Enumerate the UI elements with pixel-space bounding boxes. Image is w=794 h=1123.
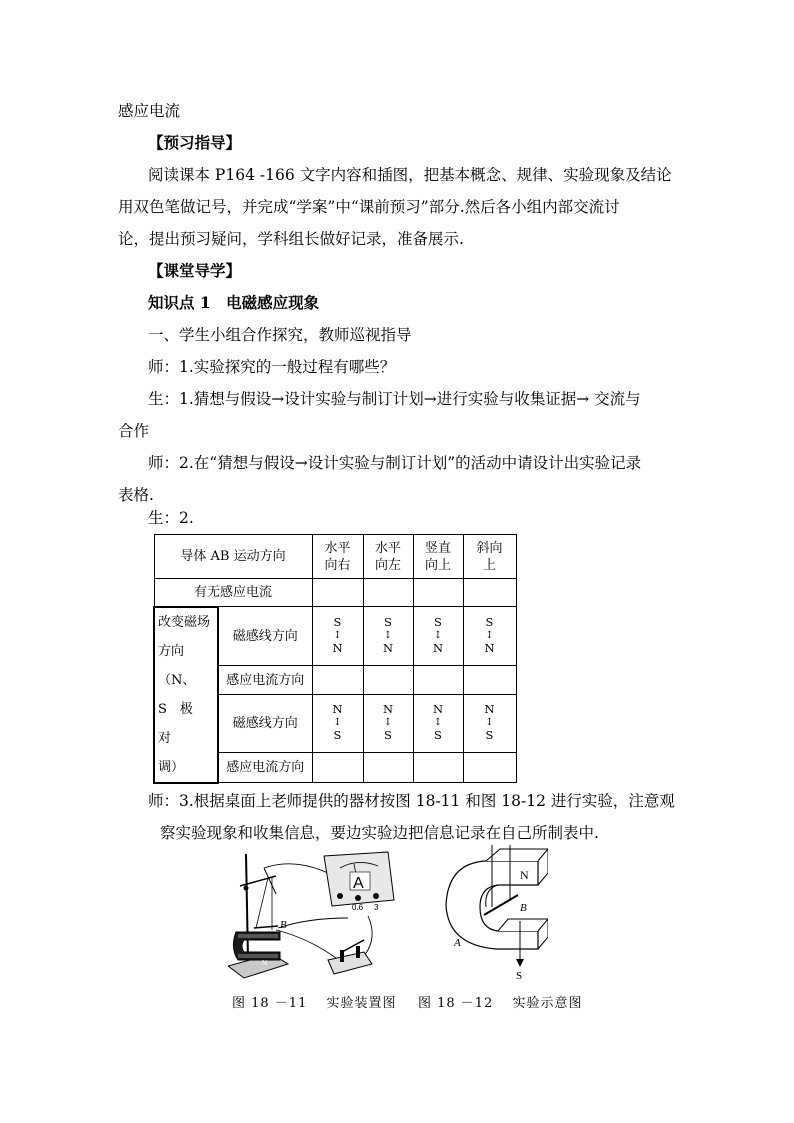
row-label-field-dir: 磁感线方向 bbox=[218, 694, 312, 752]
stand-arm bbox=[264, 868, 276, 894]
text-line: 师：2.在“猜想与假设→设计实验与制订计划”的活动中请设计出实验记录 bbox=[148, 454, 642, 472]
text-line: 师：3.根据桌面上老师提供的器材按图 18-11 和图 18-12 进行实验，注意观 bbox=[148, 792, 675, 810]
hanging-wire bbox=[256, 878, 268, 928]
terminal-label: − bbox=[338, 901, 343, 910]
text-line: 生：1.猜想与假设→设计实验与制订计划→进行实验与收集证据→ 交流与 bbox=[148, 390, 641, 408]
magnet-stripes bbox=[238, 954, 278, 958]
cell-n-to-s: N ↕ S bbox=[363, 694, 413, 752]
terminal bbox=[337, 893, 343, 899]
magnet-top-face bbox=[486, 849, 548, 861]
cell-n-to-s: N ↕ S bbox=[312, 694, 363, 752]
conductor-ab bbox=[254, 926, 278, 928]
wire bbox=[278, 918, 348, 928]
switch-lever bbox=[342, 940, 364, 952]
empty-cell bbox=[413, 753, 463, 783]
empty-cell bbox=[463, 753, 516, 783]
switch-post bbox=[356, 946, 360, 958]
text-line: 阅读课本 P164 -166 文字内容和插图，把基本概念、规律、实验现象及结论 bbox=[148, 166, 672, 184]
text-line: 表格. bbox=[118, 486, 154, 504]
row-label-current-dir: 感应电流方向 bbox=[218, 666, 312, 695]
magnet-bottom-face bbox=[498, 919, 548, 931]
group-label-change-field: 改变磁场 方向（N、 S 极 对 调） bbox=[154, 607, 218, 783]
empty-cell bbox=[312, 753, 363, 783]
terminal-label: 0.6 bbox=[352, 903, 364, 912]
row-label-current: 有无感应电流 bbox=[154, 579, 312, 607]
text-line: 察实验现象和收集信息，要边实验边把信息记录在自己所制表中. bbox=[160, 824, 599, 842]
section-heading-preview: 【预习指导】 bbox=[148, 133, 242, 152]
cell-s-to-n: S ↕ N bbox=[363, 607, 413, 666]
empty-cell bbox=[463, 666, 516, 695]
row-label-current-dir: 感应电流方向 bbox=[218, 753, 312, 783]
empty-cell bbox=[312, 579, 363, 607]
header-cell-dir: 水平 向右 bbox=[312, 535, 363, 579]
label-n: N bbox=[262, 960, 268, 967]
experiment-record-table bbox=[153, 534, 517, 784]
section-heading-class: 【课堂导学】 bbox=[148, 261, 242, 280]
terminal bbox=[355, 895, 361, 901]
wire bbox=[364, 916, 372, 956]
stand-arm bbox=[240, 876, 276, 886]
cell-s-to-n: S ↕ N bbox=[463, 607, 516, 666]
text-line: 用双色笔做记号，并完成“学案”中“课前预习”部分.然后各小组内部交流讨 bbox=[118, 198, 620, 216]
empty-cell bbox=[363, 666, 413, 695]
header-cell-dir: 斜向 上 bbox=[463, 535, 516, 579]
empty-cell bbox=[363, 753, 413, 783]
text-line: 师：1.实验探究的一般过程有哪些？ bbox=[148, 358, 396, 376]
magnet-stripes bbox=[238, 934, 278, 938]
text-line: 感应电流 bbox=[118, 102, 181, 120]
text-line: 论，提出预习疑问，学科组长做好记录，准备展示. bbox=[118, 230, 464, 248]
stand-knob bbox=[244, 886, 249, 891]
figure-apparatus bbox=[228, 848, 400, 980]
header-cell-dir: 竖直 向上 bbox=[413, 535, 463, 579]
empty-cell bbox=[363, 579, 413, 607]
field-arrowhead bbox=[516, 959, 524, 967]
figure-caption-2: 图 18 －12 实验示意图 bbox=[418, 996, 583, 1011]
empty-cell bbox=[413, 666, 463, 695]
terminal bbox=[373, 893, 379, 899]
text-line: 合作 bbox=[118, 422, 150, 440]
magnet-edge bbox=[538, 937, 548, 949]
terminal-label: 3 bbox=[374, 903, 379, 912]
empty-cell bbox=[463, 579, 516, 607]
conductor-ab bbox=[484, 895, 518, 915]
wire bbox=[276, 930, 336, 958]
empty-cell bbox=[413, 579, 463, 607]
text-line: 生：2. bbox=[148, 509, 194, 527]
label-b: B bbox=[520, 902, 527, 914]
empty-cell bbox=[312, 666, 363, 695]
label-n: N bbox=[520, 868, 529, 882]
row-label-field-dir: 磁感线方向 bbox=[218, 607, 312, 666]
text-line: 一、学生小组合作探究，教师巡视指导 bbox=[148, 326, 412, 344]
switch-base bbox=[328, 952, 372, 974]
cell-s-to-n: S ↕ N bbox=[312, 607, 363, 666]
cell-n-to-s: N ↕ S bbox=[413, 694, 463, 752]
header-cell-motion: 导体 AB 运动方向 bbox=[154, 535, 312, 579]
figure-caption-1: 图 18 －11 实验装置图 bbox=[232, 996, 397, 1011]
label-s: S bbox=[516, 970, 523, 980]
cell-s-to-n: S ↕ N bbox=[413, 607, 463, 666]
magnet-edge bbox=[538, 873, 548, 885]
figure-schematic bbox=[440, 845, 548, 980]
cell-n-to-s: N ↕ S bbox=[463, 694, 516, 752]
knowledge-point-heading: 知识点 1 电磁感应现象 bbox=[148, 293, 320, 312]
stand-pole bbox=[246, 854, 248, 960]
ammeter-letter: A bbox=[353, 875, 364, 892]
label-a: A bbox=[454, 937, 461, 949]
header-cell-dir: 水平 向左 bbox=[363, 535, 413, 579]
label-b: B bbox=[280, 919, 287, 931]
